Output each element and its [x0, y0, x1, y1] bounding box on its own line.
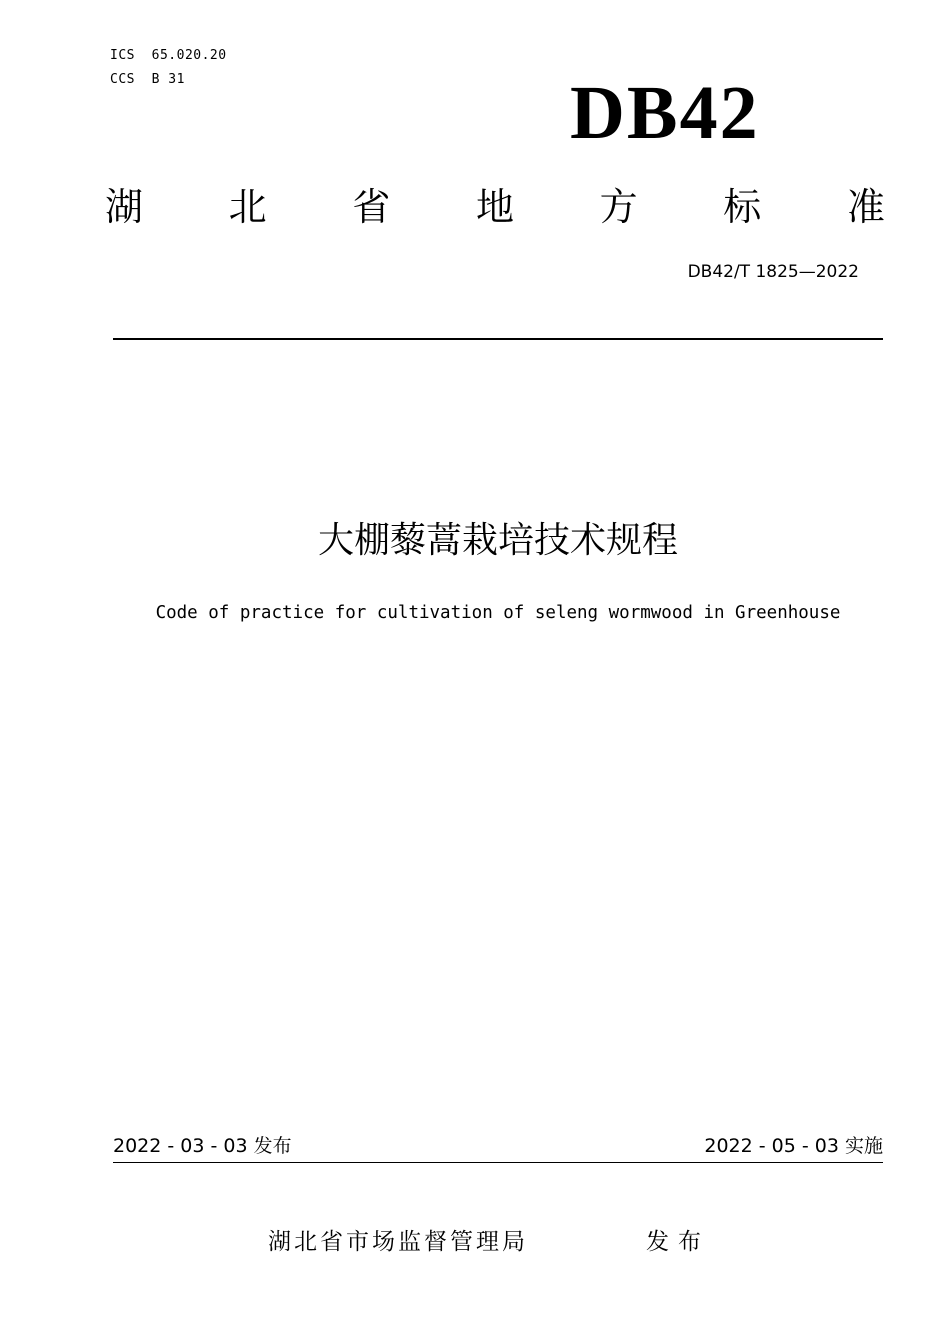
standard-type-heading [105, 182, 885, 232]
publish-label: 发布 [646, 1229, 710, 1255]
publisher-name: 湖北省市场监督管理局 [268, 1229, 528, 1255]
standard-number: DB42/T 1825—2022 [687, 262, 859, 282]
standard-type-char: 省 [352, 185, 391, 229]
ccs-code: CCS B 31 [110, 72, 185, 87]
ics-code: ICS 65.020.20 [110, 48, 227, 63]
standard-type-char: 标 [723, 185, 762, 229]
implementation-date: 2022 - 05 - 03 实施 [704, 1135, 883, 1157]
bottom-divider [113, 1162, 883, 1163]
title-chinese: 大棚藜蒿栽培技术规程 [317, 520, 678, 561]
standard-type-char: 准 [846, 185, 885, 229]
top-divider [113, 338, 883, 340]
title-english: Code of practice for cultivation of seleng wormwood in Greenhouse [155, 603, 841, 623]
db-logo: DB42 [570, 71, 760, 155]
standard-type-char: 地 [475, 185, 514, 229]
standard-type-char: 方 [599, 185, 638, 229]
standard-type-char: 北 [228, 185, 267, 229]
issue-date: 2022 - 03 - 03 发布 [113, 1135, 292, 1157]
standard-type-char: 湖 [105, 185, 144, 229]
